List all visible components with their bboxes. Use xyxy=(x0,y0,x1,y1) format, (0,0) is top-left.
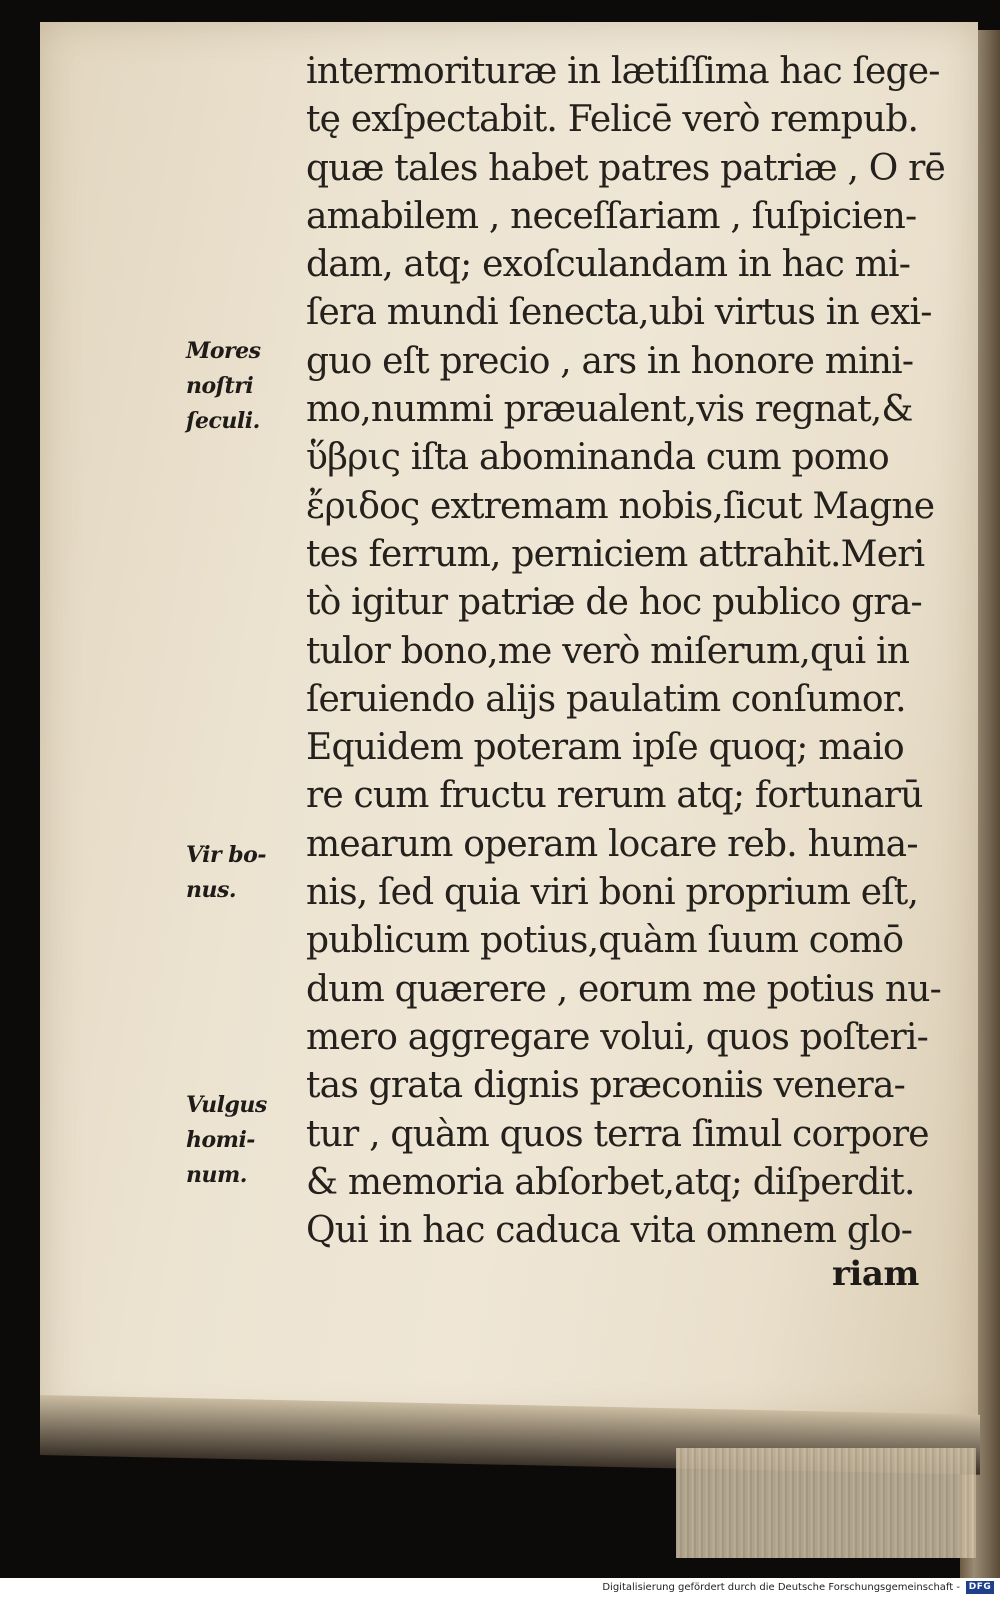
text-line: & memoria abſorbet,atq; diſperdit. xyxy=(306,1161,915,1203)
marginal-note-line: homi- xyxy=(186,1127,255,1153)
text-line: re cum fructu rerum atq; fortunarū xyxy=(306,775,923,817)
text-line: amabilem , neceſſariam , ſuſpicien- xyxy=(306,195,917,237)
marginal-note-line: Vulgus xyxy=(186,1092,267,1118)
text-line: ſeruiendo alijs paulatim conſumor. xyxy=(306,678,906,720)
marginal-note-line: Vir bo- xyxy=(186,842,266,868)
marginal-note-line: nus. xyxy=(186,877,237,903)
text-line: ſera mundi ſenecta,ubi virtus in exi- xyxy=(306,292,932,334)
text-line: tò igitur patriæ de hoc publico gra- xyxy=(306,582,922,624)
marginal-note-mores xyxy=(186,334,261,439)
dfg-logo: DFG xyxy=(966,1581,994,1594)
text-line: ὕβρις iſta abominanda cum pomo xyxy=(306,437,889,479)
text-line: ἔριδος extremam nobis,ſicut Magne xyxy=(306,485,935,527)
main-text-block xyxy=(306,48,946,1255)
text-line: intermorituræ in lætiſſima hac ſege- xyxy=(306,51,940,92)
text-line: dam, atq; exoſculandam in hac mi- xyxy=(306,244,911,286)
text-line: dum quærere , eorum me potius nu- xyxy=(306,968,942,1010)
text-line: tas grata dignis præconiis venera- xyxy=(306,1065,905,1107)
text-line: Qui in hac caduca vita omnem glo- xyxy=(306,1210,913,1252)
text-line: publicum potius,quàm ſuum comō xyxy=(306,920,904,962)
text-line: tulor bono,me verò miſerum,qui in xyxy=(306,630,910,672)
catchword: riam xyxy=(832,1254,919,1294)
text-line: tę exſpectabit. Felicē verò rempub. xyxy=(306,99,919,141)
marginal-note-vir-bonus xyxy=(186,838,266,908)
marginal-note-line: ſeculi. xyxy=(186,408,260,434)
text-line: mero aggregare volui, quos poſteri- xyxy=(306,1016,928,1058)
marginal-note-vulgus xyxy=(186,1088,267,1193)
marginal-note-line: num. xyxy=(186,1162,247,1188)
text-line: tes ferrum, perniciem attrahit.Meri xyxy=(306,533,925,575)
text-line: nis, ſed quia viri boni proprium eſt, xyxy=(306,872,919,914)
text-line: mearum operam locare reb. huma- xyxy=(306,823,918,865)
text-line: tur , quàm quos terra ſimul corpore xyxy=(306,1113,929,1155)
text-line: guo eſt precio , ars in honore mini- xyxy=(306,340,914,382)
marginal-note-line: noſtri xyxy=(186,373,254,399)
book-block-pages xyxy=(676,1448,976,1558)
text-line: quæ tales habet patres patriæ , O rē xyxy=(306,147,946,189)
digitization-credit: Digitalisierung gefördert durch die Deutsche Forschungsgemeinschaft - xyxy=(602,1582,960,1593)
text-line: Equidem poteram ipſe quoq; maio xyxy=(306,727,904,769)
text-line: mo,nummi præualent,vis regnat,& xyxy=(306,389,913,431)
marginal-note-line: Mores xyxy=(186,338,261,364)
